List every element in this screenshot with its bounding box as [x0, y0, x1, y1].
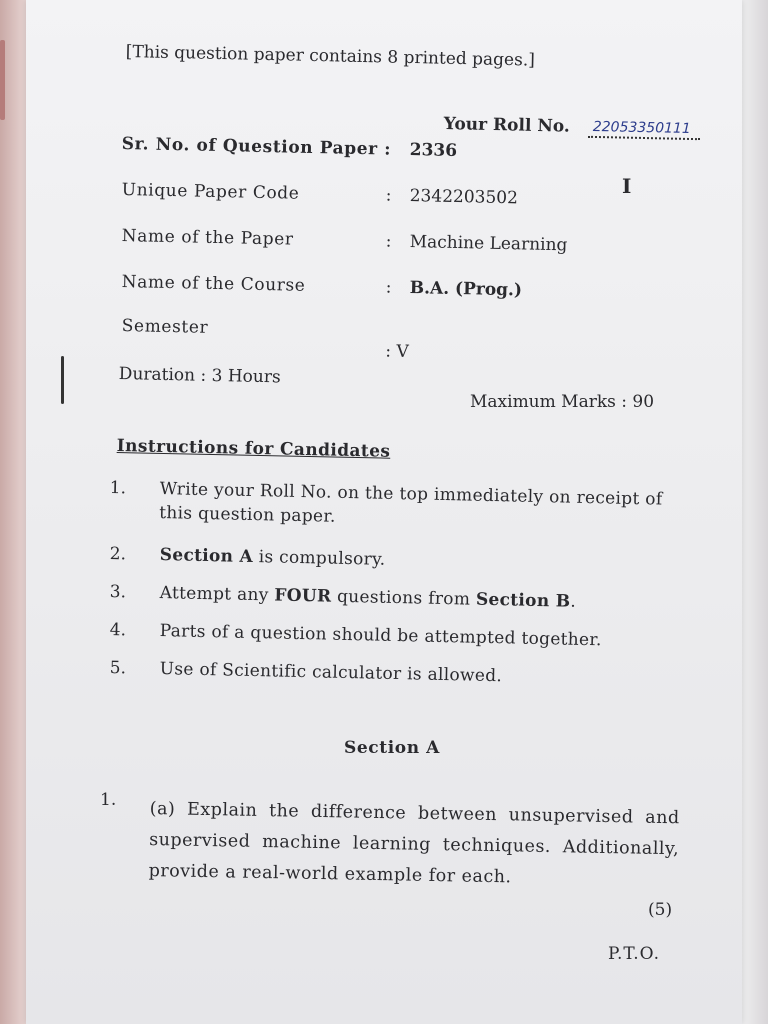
instruction-number: 4.	[109, 619, 127, 641]
question-number: 1.	[100, 790, 117, 810]
instruction-item	[109, 656, 690, 687]
info-row-paper-name	[121, 226, 711, 268]
plain-text: .	[570, 591, 577, 612]
instruction-item	[109, 618, 690, 651]
instruction-number: 3.	[109, 581, 127, 603]
question-text: Explain the difference between unsupervised and supervised machine learning techniques. Additionally, provide a real-world example for each.	[148, 799, 680, 888]
please-turn-over: P.T.O.	[608, 944, 660, 964]
plain-text: questions from	[331, 586, 477, 610]
maximum-marks: Maximum Marks : 90	[470, 392, 655, 412]
instruction-text: Write your Roll No. on the top immediately on receipt of this question paper.	[159, 479, 663, 527]
instruction-item	[109, 542, 690, 570]
plain-text: is compulsory.	[252, 546, 386, 570]
info-value: 2342203502	[409, 186, 519, 209]
background-right	[742, 0, 768, 1024]
instruction-text	[159, 581, 679, 616]
instruction-number: 2.	[109, 543, 127, 565]
question-1a	[148, 794, 680, 896]
roll-number-handwritten: 22053350111	[592, 119, 691, 138]
bold-text: Section A	[159, 545, 254, 567]
bold-text: Section B	[475, 589, 571, 612]
question-paper	[26, 0, 742, 1024]
instructions-heading: Instructions for Candidates	[116, 436, 391, 462]
info-colon: :	[385, 185, 392, 206]
info-label: Semester	[121, 316, 209, 338]
instruction-item	[109, 476, 690, 527]
instruction-text: Parts of a question should be attempted together.	[159, 621, 602, 651]
exam-duration: Duration : 3 Hours	[118, 364, 281, 388]
plain-text: Attempt any	[159, 583, 275, 606]
instruction-number: 5.	[109, 657, 127, 679]
info-colon: :	[385, 231, 392, 252]
info-colon: : V	[385, 341, 409, 363]
info-row-course	[121, 272, 711, 314]
instruction-text	[159, 543, 679, 578]
info-value: B.A. (Prog.)	[409, 278, 523, 301]
roll-number-label: Your Roll No.	[443, 114, 571, 137]
instruction-text: Use of Scientific calculator is allowed.	[159, 659, 503, 687]
bold-text: FOUR	[274, 585, 332, 607]
info-row-serial	[121, 134, 711, 176]
info-label: Name of the Paper	[121, 226, 294, 250]
page-count-note: [This question paper contains 8 printed pages.]	[125, 42, 536, 71]
info-value: Machine Learning	[409, 232, 568, 256]
info-label: Unique Paper Code	[121, 180, 300, 204]
ink-mark	[61, 356, 64, 404]
info-colon: :	[385, 277, 392, 298]
section-a-heading: Section A	[344, 738, 440, 758]
info-label: Name of the Course	[121, 272, 306, 296]
info-row-semester	[121, 316, 711, 363]
instruction-item	[109, 580, 690, 612]
question-part: (a)	[149, 798, 176, 820]
question-marks: (5)	[648, 900, 673, 920]
binding-mark	[0, 40, 5, 120]
background-left	[0, 0, 26, 1024]
set-mark: I	[622, 174, 632, 198]
instruction-number: 1.	[109, 477, 127, 499]
info-value: 2336	[409, 140, 458, 162]
info-label: Sr. No. of Question Paper :	[121, 134, 392, 160]
